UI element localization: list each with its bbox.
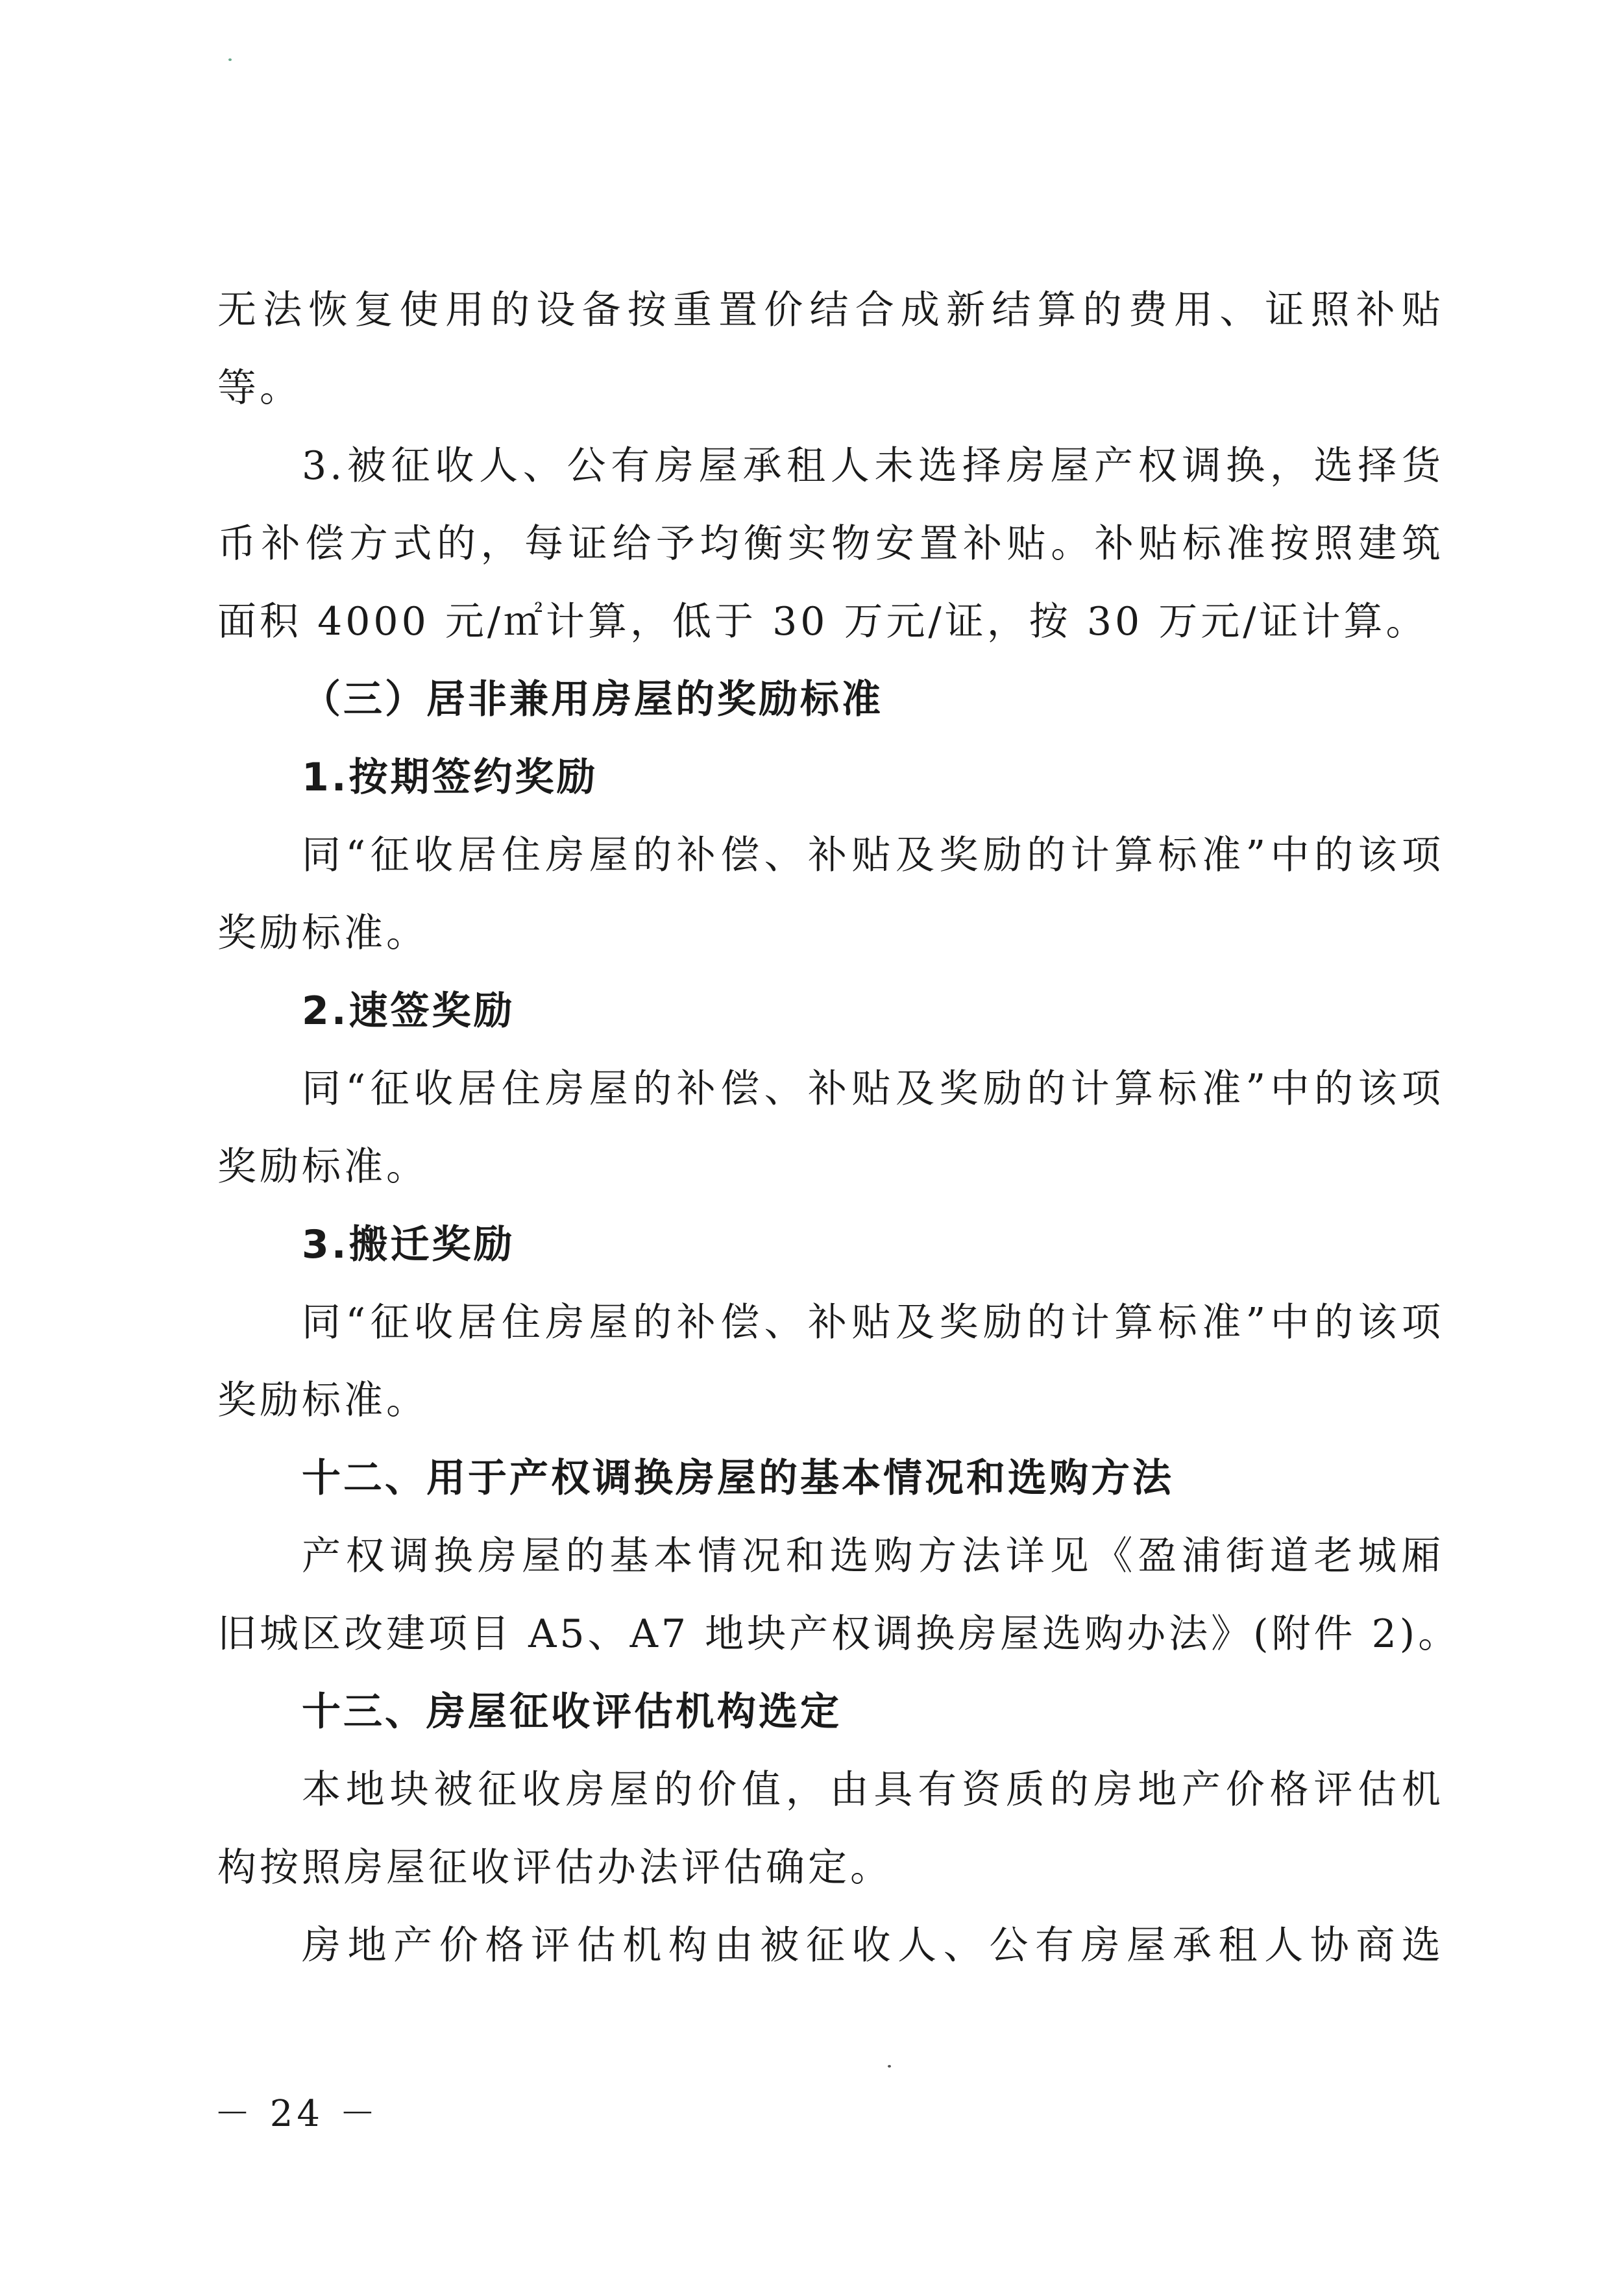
paragraph-line: 同“征收居住房屋的补偿、补贴及奖励的计算标准”中的该项	[302, 833, 1444, 878]
document-body	[217, 271, 1461, 1985]
section-heading: 十三、房屋征收评估机构选定	[302, 1689, 842, 1735]
paragraph-line: 等。	[217, 365, 302, 411]
paragraph-line: 本地块被征收房屋的价值，由具有资质的房地产价格评估机	[302, 1767, 1444, 1813]
paragraph-line: 面积 4000 元/㎡计算，低于 30 万元/证，按 30 万元/证计算。	[217, 599, 1428, 644]
paragraph-line: 3.被征收人、公有房屋承租人未选择房屋产权调换，选择货	[302, 443, 1444, 489]
paragraph-line: 币补偿方式的，每证给予均衡实物安置补贴。补贴标准按照建筑	[217, 521, 1444, 567]
subsection-heading: 3.搬迁奖励	[302, 1222, 515, 1267]
subsection-heading: 2.速签奖励	[302, 988, 515, 1034]
paragraph-line: 同“征收居住房屋的补偿、补贴及奖励的计算标准”中的该项	[302, 1300, 1444, 1345]
subsection-heading: 1.按期签约奖励	[302, 755, 598, 800]
section-heading: （三）居非兼用房屋的奖励标准	[302, 677, 883, 722]
paragraph-line: 房地产价格评估机构由被征收人、公有房屋承租人协商选	[302, 1923, 1444, 1968]
paragraph-line: 奖励标准。	[217, 910, 428, 956]
scan-speck	[228, 58, 232, 61]
paragraph-line: 奖励标准。	[217, 1378, 428, 1423]
section-heading: 十二、用于产权调换房屋的基本情况和选购方法	[302, 1456, 1174, 1501]
paragraph-line: 无法恢复使用的设备按重置价结合成新结算的费用、证照补贴	[217, 287, 1444, 333]
paragraph-line: 构按照房屋征收评估办法评估确定。	[217, 1845, 892, 1890]
page-number: － 24 －	[214, 2093, 380, 2135]
paragraph-line: 奖励标准。	[217, 1144, 428, 1190]
scan-speck	[888, 2065, 891, 2068]
paragraph-line: 产权调换房屋的基本情况和选购方法详见《盈浦街道老城厢	[302, 1533, 1444, 1579]
paragraph-line: 同“征收居住房屋的补偿、补贴及奖励的计算标准”中的该项	[302, 1066, 1444, 1112]
paragraph-line: 旧城区改建项目 A5、A7 地块产权调换房屋选购办法》(附件 2)。	[217, 1611, 1461, 1657]
